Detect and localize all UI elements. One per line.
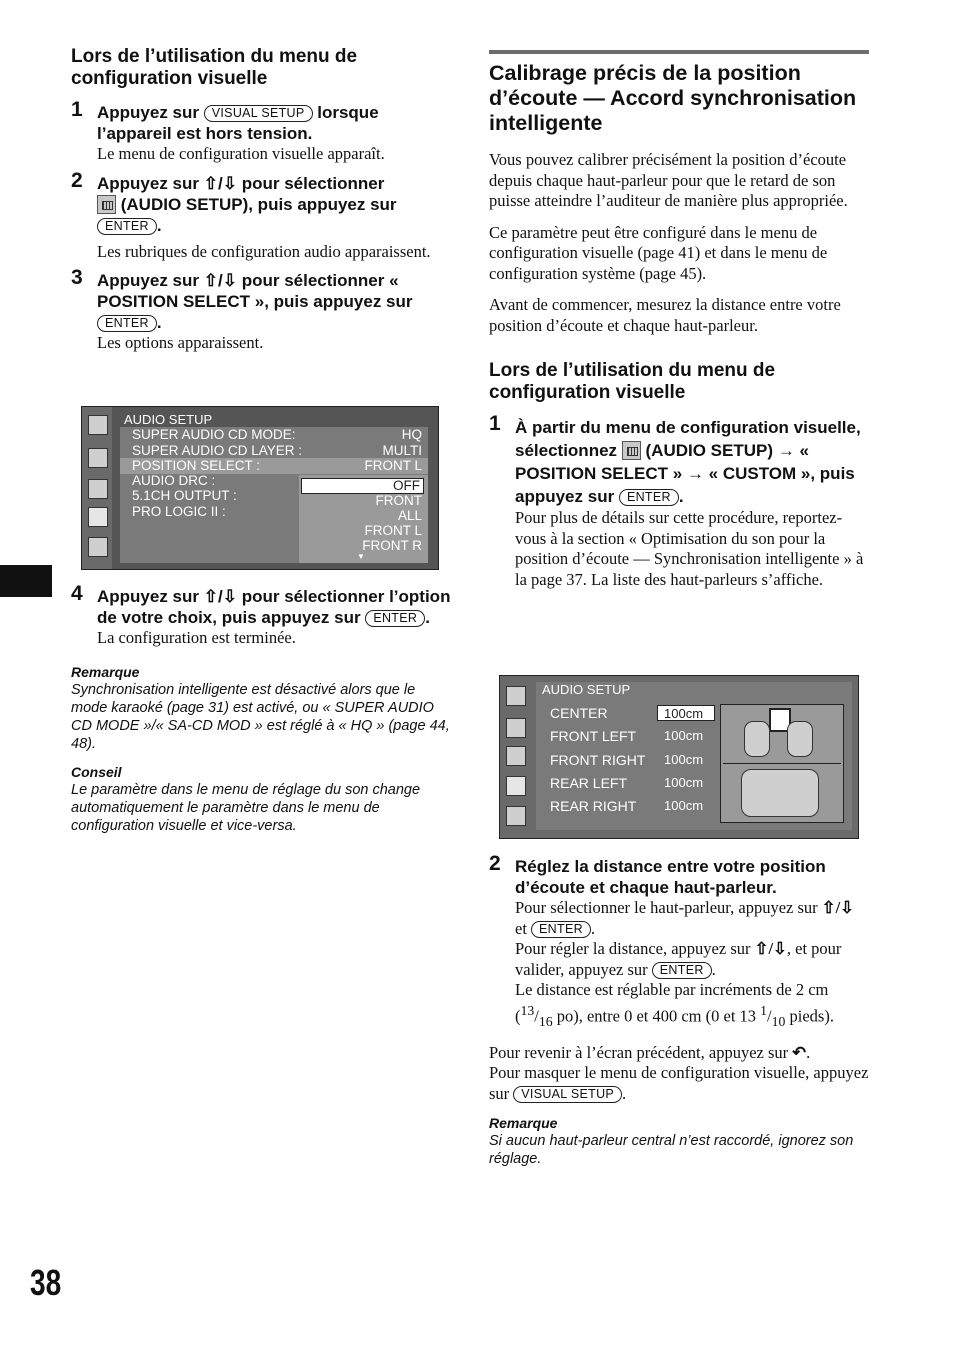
audio-setup-icon <box>506 776 526 796</box>
option-item: ALL <box>397 508 422 523</box>
left-column <box>71 46 451 354</box>
step-number: 2 <box>489 852 501 875</box>
step-number: 2 <box>71 168 83 192</box>
audio-setup-screen <box>81 406 439 570</box>
step-4 <box>71 582 451 649</box>
step-title: Appuyez sur VISUAL SETUP lorsque l’appareil est hors tension. <box>97 103 379 143</box>
speaker-label: CENTER <box>550 705 608 721</box>
remarque-body: Synchronisation intelligente est désactivé alors que le mode karaoké (page 31) est activé, ou « SUPER AUDIO CD MODE »/« SA-CD MOD » est réglé à « HQ » (page 44, 48). <box>71 681 450 752</box>
seat-right-icon <box>787 721 813 757</box>
screen-row-value: FRONT L <box>364 458 422 473</box>
screen-row-label: SUPER AUDIO CD LAYER : <box>132 443 303 458</box>
enter-key: ENTER <box>365 610 425 627</box>
option-item: OFF <box>393 478 420 493</box>
speaker-icon <box>88 537 108 557</box>
screen-icon <box>88 448 108 468</box>
text-icon <box>88 415 108 435</box>
remarque-title: Remarque <box>489 1115 558 1132</box>
speaker-label: FRONT LEFT <box>550 728 637 744</box>
chapter-tab <box>0 565 52 597</box>
center-distance-value: 100cm <box>657 705 715 721</box>
screen-row-label: SUPER AUDIO CD MODE: <box>132 427 296 442</box>
screen-row-value: MULTI <box>382 443 422 458</box>
step-body: Les options apparaissent. <box>97 333 264 352</box>
conseil-title: Conseil <box>71 763 122 780</box>
speaker-label: REAR LEFT <box>550 775 628 791</box>
step-title: Appuyez sur ⇧/⇩ pour sélectionner (AUDIO SETUP), puis appuyez sur ENTER . <box>97 173 397 235</box>
step-body: Pour sélectionner le haut-parleur, appuyez sur ⇧/⇩ et ENTER . Pour régler la distance, appuyez sur ⇧/⇩, et pour valider, appuyez sur ENTER . Le distance est réglable par incréments de 2 cm ($^{13}/_{16}$ po), entre 0 et 400 cm (0 et 13 $^1/_{10}$ pieds). <box>515 898 855 1029</box>
speaker-icon <box>506 806 526 826</box>
step-body: Pour plus de détails sur cette procédure, reportez-vous à la section « Optimisation du son pour la position d’écoute — Synchronisation intelligente » à la page 37. La liste des haut-parleurs s’affiche. <box>515 508 864 589</box>
intro-paragraph: Vous pouvez calibrer précisément la position d’écoute depuis chaque haut-parleur pour que le retard de son puisse atteindre l’auditeur de manière plus appropriée. <box>489 150 848 210</box>
remarque-body: Si aucun haut-parleur central n’est raccordé, ignorez son réglage. <box>489 1133 854 1168</box>
toolbox-icon <box>88 479 108 499</box>
step-1 <box>71 98 451 165</box>
audio-setup-icon <box>622 441 641 460</box>
left-column-lower <box>71 578 451 835</box>
up-down-arrows-icon: ⇧/⇩ <box>203 271 237 290</box>
enter-key: ENTER <box>619 489 679 506</box>
enter-key: ENTER <box>652 962 712 979</box>
sofa-icon <box>741 769 819 817</box>
conseil-body: Le paramètre dans le menu de réglage du son change automatiquement le paramètre dans le menu de configuration visuelle et vice-versa. <box>71 781 421 834</box>
room-diagram <box>720 704 844 823</box>
up-down-arrows-icon: ⇧/⇩ <box>754 939 787 958</box>
screen-title: AUDIO SETUP <box>124 412 213 427</box>
speaker-distance-value: 100cm <box>664 752 704 767</box>
room-divider <box>723 763 841 764</box>
page-title: Calibrage précis de la position d’écoute — Accord synchronisation intelligente <box>489 61 857 135</box>
enter-key: ENTER <box>531 921 591 938</box>
screen-row-label: 5.1CH OUTPUT : <box>132 488 237 503</box>
step-1 <box>489 412 869 590</box>
screen-title: AUDIO SETUP <box>542 682 631 697</box>
config-paragraph: Ce paramètre peut être configuré dans le menu de configuration visuelle (page 41) et dans le menu de configuration système (page 45). <box>489 222 828 283</box>
measure-paragraph: Avant de commencer, mesurez la distance entre votre position d’écoute et chaque haut-parleur. <box>489 295 841 335</box>
step-body: Les rubriques de configuration audio apparaissent. <box>97 241 431 261</box>
speaker-distance-value: 100cm <box>664 775 704 790</box>
speaker-label: REAR RIGHT <box>550 798 637 814</box>
visual-setup-key: VISUAL SETUP <box>204 105 313 122</box>
screen-icon <box>506 718 526 738</box>
screen-row-label: PRO LOGIC II : <box>132 504 226 519</box>
step-title: À partir du menu de configuration visuelle, sélectionnez (AUDIO SETUP) → « POSITION SELECT » → « CUSTOM », puis appuyez sur ENTER . <box>515 418 861 506</box>
up-down-arrows-icon: ⇧/⇩ <box>203 173 237 193</box>
step-2 <box>489 852 869 1032</box>
section-heading: Lors de l’utilisation du menu de configuration visuelle <box>489 360 776 403</box>
remarque-title: Remarque <box>71 663 140 680</box>
text-icon <box>506 686 526 706</box>
right-column-lower <box>489 848 869 1168</box>
speaker-label: FRONT RIGHT <box>550 752 646 768</box>
speaker-distance-screen <box>499 675 859 839</box>
step-body: Le menu de configuration visuelle apparaît. <box>97 144 385 163</box>
page-number: 38 <box>30 1262 62 1303</box>
step-number: 1 <box>489 412 501 435</box>
seat-left-icon <box>744 721 770 757</box>
step-number: 4 <box>71 582 83 605</box>
speaker-distance-value: 100cm <box>664 728 704 743</box>
up-down-arrows-icon: ⇧/⇩ <box>821 898 855 917</box>
return-paragraph: Pour revenir à l’écran précédent, appuyez sur ↶. Pour masquer le menu de configuration visuelle, appuyez sur VISUAL SETUP . <box>489 1042 869 1103</box>
step-2 <box>71 168 451 263</box>
enter-key: ENTER <box>97 218 157 235</box>
step-title: Appuyez sur ⇧/⇩ pour sélectionner l’option de votre choix, puis appuyez sur ENTER . <box>97 587 451 627</box>
step-number: 3 <box>71 266 83 289</box>
speaker-distance-value: 100cm <box>664 798 704 813</box>
screen-sidebar <box>82 407 112 569</box>
option-item: FRONT <box>375 493 422 508</box>
section-heading: Lors de l’utilisation du menu de configuration visuelle <box>71 46 358 89</box>
toolbox-icon <box>506 746 526 766</box>
step-number: 1 <box>71 98 83 121</box>
audio-setup-icon <box>88 507 108 527</box>
screen-row-value: HQ <box>401 427 422 442</box>
enter-key: ENTER <box>97 315 157 332</box>
right-column <box>489 50 869 590</box>
audio-setup-icon <box>97 195 116 214</box>
screen-row-label: POSITION SELECT : <box>132 458 261 473</box>
step-title: Appuyez sur ⇧/⇩ pour sélectionner « POSITION SELECT », puis appuyez sur ENTER . <box>97 271 413 332</box>
option-item: FRONT L <box>364 523 422 538</box>
visual-setup-key: VISUAL SETUP <box>513 1086 622 1103</box>
option-item: FRONT R <box>362 538 422 553</box>
screen-row-label: AUDIO DRC : <box>132 473 216 488</box>
section-rule <box>489 50 869 54</box>
step-body: La configuration est terminée. <box>97 628 296 647</box>
step-title: Réglez la distance entre votre position d’écoute et chaque haut-parleur. <box>515 857 826 897</box>
return-icon: ↶ <box>792 1042 807 1062</box>
step-3 <box>71 266 451 354</box>
more-down-arrow-icon: ▼ <box>357 552 365 561</box>
up-down-arrows-icon: ⇧/⇩ <box>203 587 237 606</box>
